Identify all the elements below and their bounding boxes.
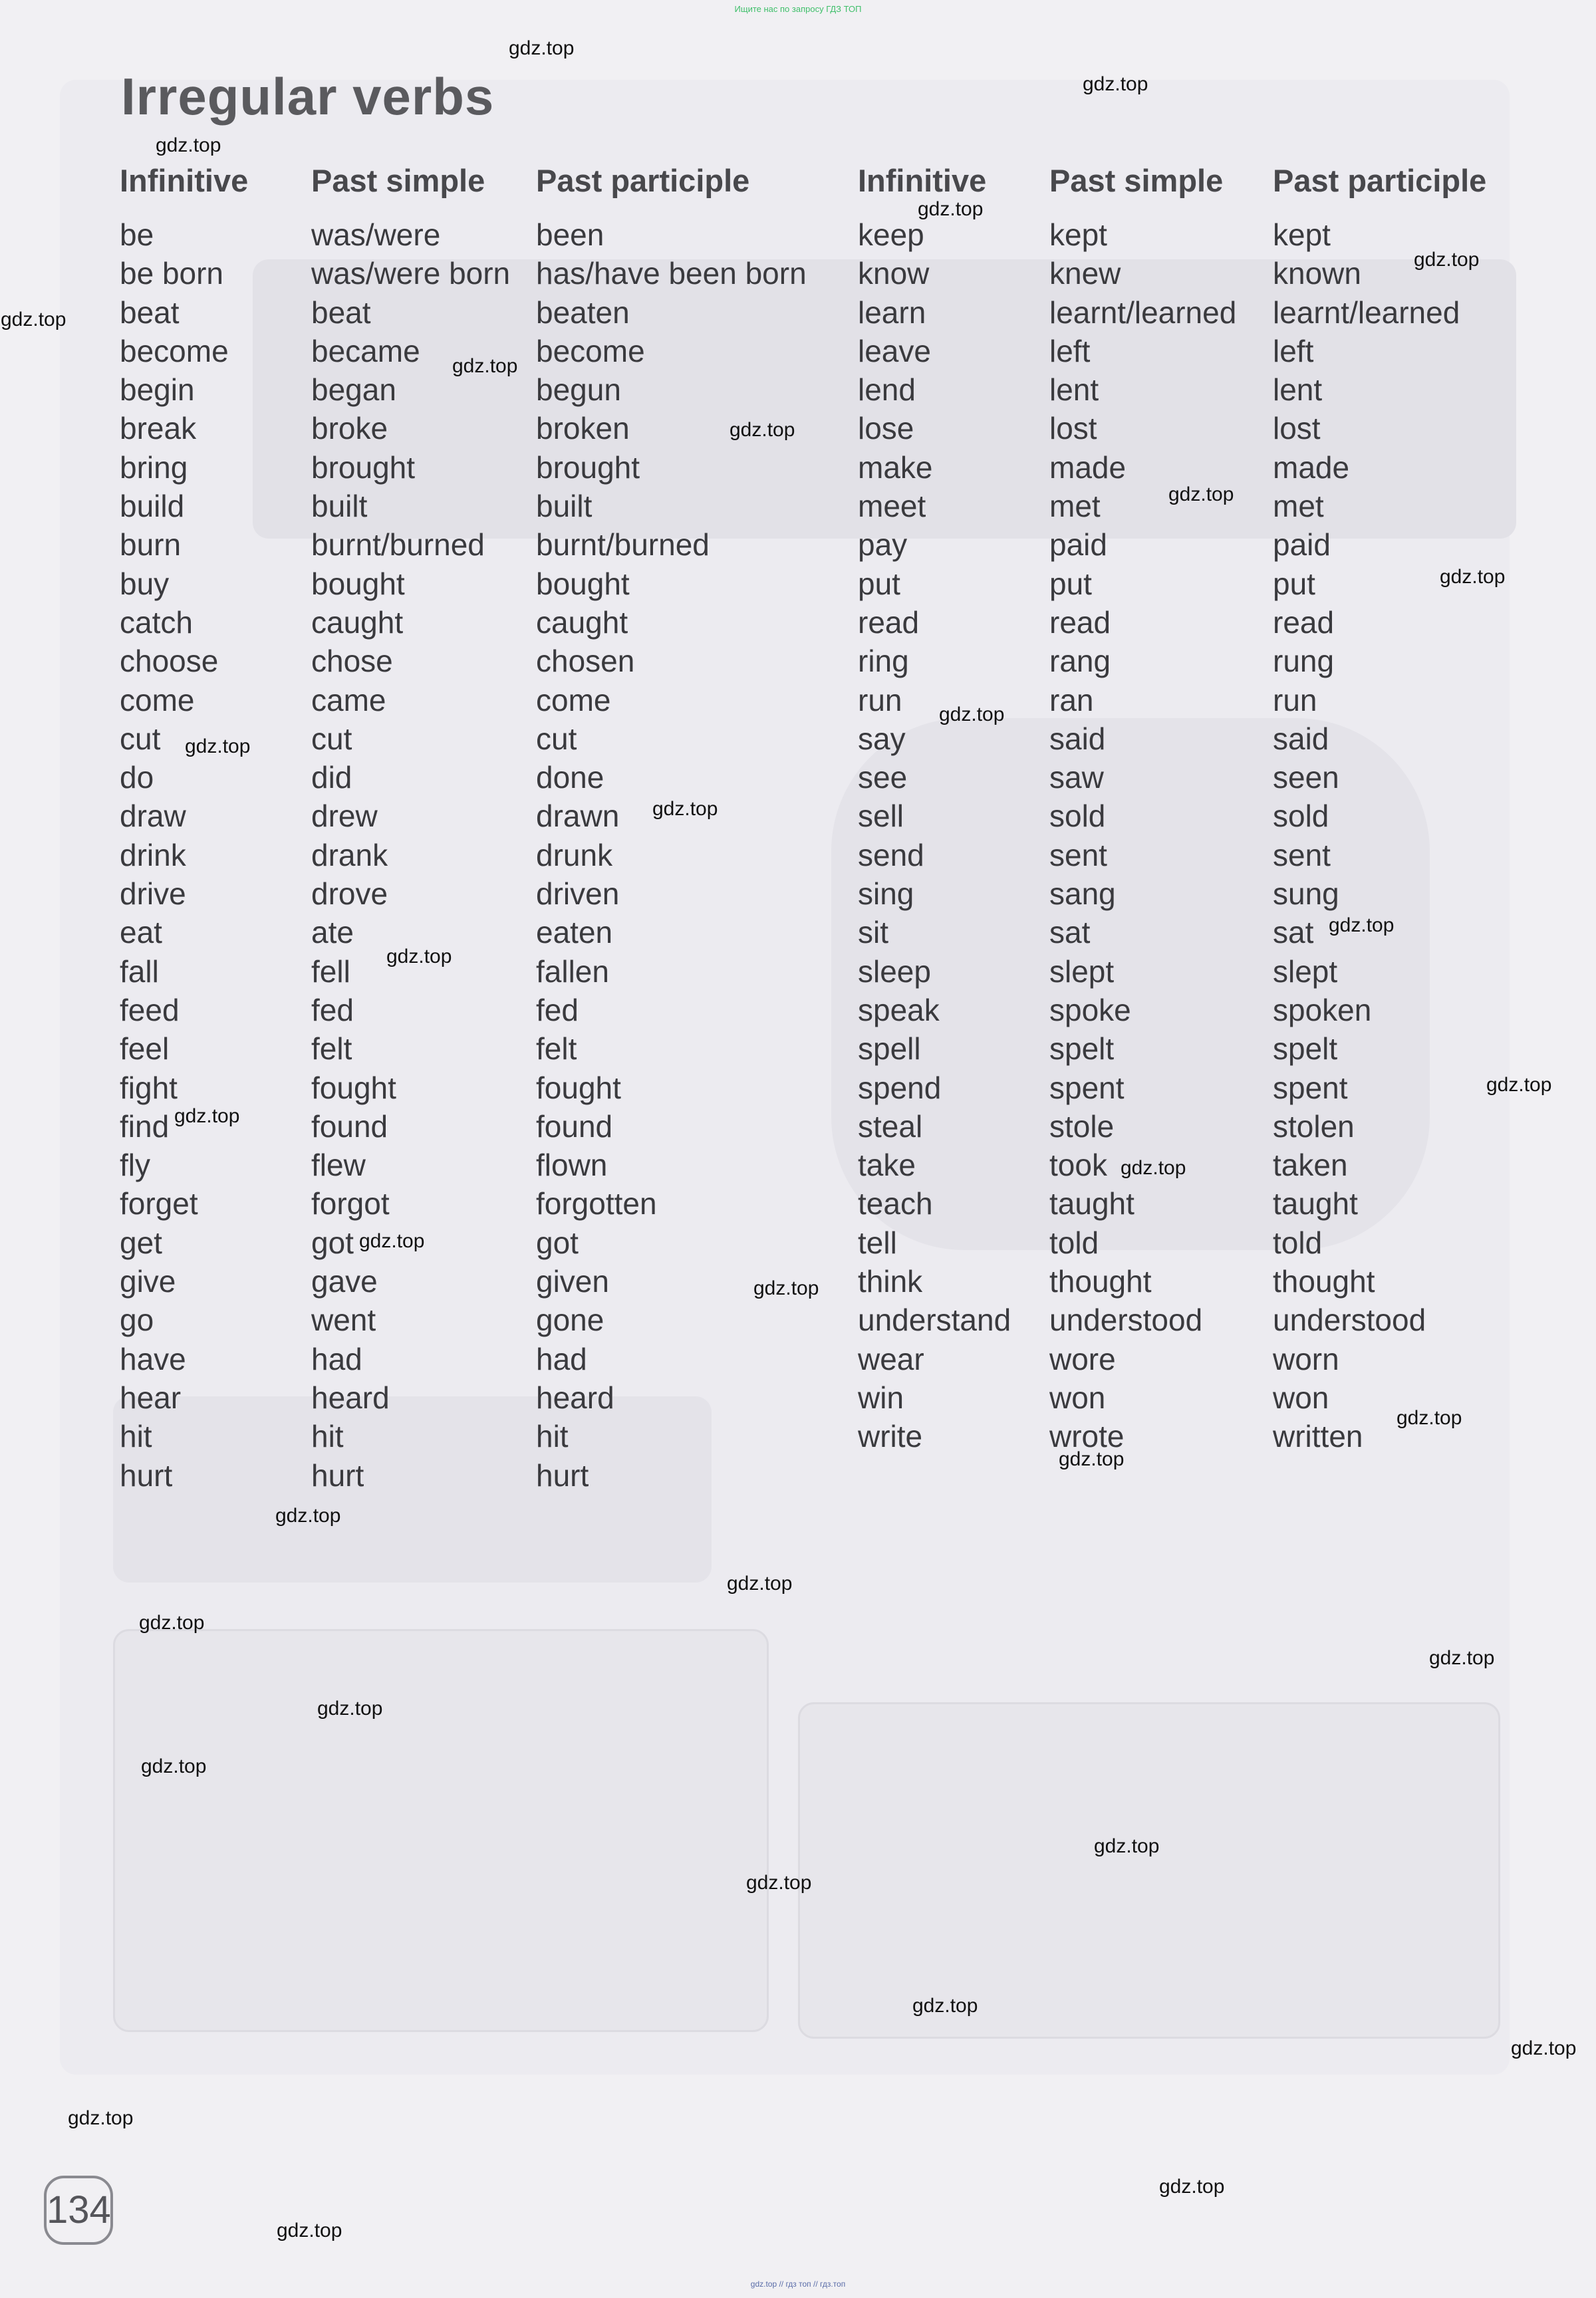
- verb-row: [858, 759, 1556, 798]
- past-participle-cell: felt: [536, 1031, 577, 1067]
- watermark-link[interactable]: gdz.top: [652, 798, 718, 820]
- past-participle-cell: fought: [536, 1070, 621, 1105]
- past-participle-cell: fallen: [536, 954, 609, 989]
- verb-row: [120, 295, 851, 333]
- watermark-link[interactable]: gdz.top: [386, 946, 452, 967]
- verb-row: [120, 759, 851, 798]
- past-simple-cell: took: [1049, 1148, 1107, 1183]
- past-simple-cell: burnt/burned: [311, 527, 485, 563]
- past-simple-cell: heard: [311, 1380, 390, 1415]
- infinitive-cell: steal: [858, 1108, 923, 1144]
- past-simple-cell: hit: [311, 1419, 344, 1454]
- verb-row: [120, 1458, 851, 1496]
- watermark-link[interactable]: gdz.top: [1414, 249, 1480, 271]
- watermark-link[interactable]: gdz.top: [1511, 2037, 1577, 2059]
- watermark-link[interactable]: gdz.top: [1486, 1074, 1552, 1096]
- past-simple-cell: read: [1049, 604, 1111, 640]
- page-title: Irregular verbs: [121, 67, 495, 126]
- watermark-link[interactable]: gdz.top: [939, 703, 1005, 725]
- infinitive-cell: say: [858, 721, 906, 756]
- background-ghost-box: [798, 1702, 1500, 2039]
- past-simple-cell: paid: [1049, 527, 1107, 563]
- past-simple-cell: flew: [311, 1148, 366, 1183]
- past-simple-cell: fought: [311, 1070, 396, 1105]
- verb-row: [858, 449, 1556, 488]
- past-simple-cell: lent: [1049, 372, 1099, 408]
- past-participle-cell: driven: [536, 876, 620, 912]
- past-participle-cell: thought: [1273, 1264, 1375, 1299]
- verb-row: [120, 1070, 851, 1108]
- infinitive-cell: make: [858, 449, 933, 485]
- verb-row: [858, 527, 1556, 565]
- watermark-link[interactable]: gdz.top: [1168, 483, 1234, 505]
- infinitive-cell: give: [120, 1264, 176, 1299]
- watermark-link[interactable]: gdz.top: [317, 1698, 383, 1720]
- infinitive-cell: spend: [858, 1070, 942, 1105]
- past-participle-cell: been: [536, 217, 604, 252]
- verb-row: [858, 1031, 1556, 1069]
- infinitive-cell: drink: [120, 837, 186, 872]
- past-participle-cell: written: [1273, 1419, 1363, 1454]
- infinitive-cell: get: [120, 1225, 162, 1260]
- past-simple-cell: taught: [1049, 1186, 1134, 1221]
- past-participle-cell: stolen: [1273, 1108, 1355, 1144]
- watermark-link[interactable]: gdz.top: [1429, 1647, 1495, 1669]
- infinitive-cell: tell: [858, 1225, 897, 1260]
- past-participle-cell: read: [1273, 604, 1335, 640]
- watermark-link[interactable]: gdz.top: [1121, 1157, 1186, 1179]
- verb-row: [120, 527, 851, 565]
- watermark-link[interactable]: gdz.top: [452, 355, 518, 377]
- verb-row: [858, 1263, 1556, 1302]
- infinitive-cell: burn: [120, 527, 182, 563]
- past-participle-cell: heard: [536, 1380, 614, 1415]
- infinitive-cell: leave: [858, 333, 931, 368]
- infinitive-cell: sell: [858, 799, 904, 834]
- verb-row: [120, 255, 851, 294]
- verb-row: [858, 914, 1556, 953]
- past-participle-cell: got: [536, 1225, 579, 1260]
- infinitive-cell: teach: [858, 1186, 933, 1221]
- infinitive-cell: send: [858, 837, 924, 872]
- infinitive-cell: fall: [120, 954, 159, 989]
- past-participle-cell: cut: [536, 721, 577, 756]
- watermark-link[interactable]: gdz.top: [277, 2220, 342, 2241]
- past-participle-cell: sung: [1273, 876, 1339, 912]
- watermark-link[interactable]: gdz.top: [275, 1505, 341, 1527]
- infinitive-cell: think: [858, 1264, 923, 1299]
- past-participle-cell: spoken: [1273, 992, 1372, 1027]
- past-participle-cell: paid: [1273, 527, 1331, 563]
- verb-row: [858, 643, 1556, 682]
- past-simple-cell: had: [311, 1341, 362, 1376]
- verb-row: [858, 1186, 1556, 1224]
- past-simple-cell: drank: [311, 837, 388, 872]
- watermark-link[interactable]: gdz.top: [359, 1230, 425, 1252]
- infinitive-cell: spell: [858, 1031, 921, 1067]
- past-simple-cell: came: [311, 682, 386, 717]
- verb-row: [858, 1341, 1556, 1380]
- watermark-link[interactable]: gdz.top: [1, 309, 66, 330]
- past-simple-cell: began: [311, 372, 396, 408]
- infinitive-cell: read: [858, 604, 920, 640]
- verb-row: [120, 1302, 851, 1340]
- past-participle-cell: slept: [1273, 954, 1338, 989]
- watermark-link[interactable]: gdz.top: [1329, 914, 1395, 936]
- past-simple-cell: left: [1049, 333, 1091, 368]
- infinitive-cell: catch: [120, 604, 193, 640]
- past-simple-cell: fed: [311, 992, 354, 1027]
- verb-row: [858, 295, 1556, 333]
- past-participle-cell: met: [1273, 489, 1324, 524]
- past-participle-cell: built: [536, 489, 593, 524]
- past-participle-cell: hurt: [536, 1458, 589, 1493]
- header-infinitive: Infinitive: [120, 163, 249, 198]
- verb-row: [120, 1147, 851, 1186]
- verb-row: [858, 333, 1556, 372]
- infinitive-cell: become: [120, 333, 229, 368]
- watermark-link[interactable]: gdz.top: [1396, 1407, 1462, 1429]
- header-infinitive: Infinitive: [858, 163, 987, 198]
- infinitive-cell: fight: [120, 1070, 178, 1105]
- header-past-simple: Past simple: [1049, 163, 1224, 198]
- past-simple-cell: chose: [311, 644, 393, 679]
- watermark-link[interactable]: gdz.top: [1083, 73, 1148, 95]
- past-participle-cell: sent: [1273, 837, 1331, 872]
- past-simple-cell: stole: [1049, 1108, 1115, 1144]
- infinitive-cell: drive: [120, 876, 186, 912]
- infinitive-cell: write: [858, 1419, 923, 1454]
- past-participle-cell: drunk: [536, 837, 613, 872]
- past-simple-cell: understood: [1049, 1303, 1203, 1338]
- infinitive-cell: cut: [120, 721, 161, 756]
- page-number: 134: [44, 2176, 113, 2245]
- past-simple-cell: brought: [311, 449, 416, 485]
- watermark-link[interactable]: gdz.top: [1059, 1448, 1125, 1470]
- past-participle-cell: broken: [536, 411, 630, 446]
- past-simple-cell: ate: [311, 915, 354, 950]
- verb-row: [120, 837, 851, 876]
- infinitive-cell: be: [120, 217, 154, 252]
- past-simple-cell: drew: [311, 799, 378, 834]
- past-simple-cell: fell: [311, 954, 350, 989]
- infinitive-cell: do: [120, 760, 154, 795]
- background-ghost-box: [113, 1629, 769, 2032]
- verb-row: [120, 954, 851, 992]
- verb-row: [858, 954, 1556, 992]
- infinitive-cell: choose: [120, 644, 219, 679]
- infinitive-cell: sing: [858, 876, 914, 912]
- watermark-link[interactable]: gdz.top: [1159, 2176, 1225, 2198]
- past-participle-cell: understood: [1273, 1303, 1426, 1338]
- past-simple-cell: knew: [1049, 256, 1121, 291]
- watermark-link[interactable]: gdz.top: [68, 2107, 134, 2129]
- verb-row: [120, 992, 851, 1031]
- past-participle-cell: caught: [536, 604, 628, 640]
- past-simple-cell: sang: [1049, 876, 1116, 912]
- verb-row: [120, 1380, 851, 1418]
- past-participle-cell: taken: [1273, 1148, 1348, 1183]
- infinitive-cell: find: [120, 1108, 170, 1144]
- past-participle-cell: flown: [536, 1148, 608, 1183]
- verb-row: [858, 992, 1556, 1031]
- past-simple-cell: broke: [311, 411, 388, 446]
- verb-row: [858, 410, 1556, 449]
- infinitive-cell: feel: [120, 1031, 170, 1067]
- infinitive-cell: pay: [858, 527, 908, 563]
- verb-row: [120, 488, 851, 527]
- verb-row: [120, 643, 851, 682]
- infinitive-cell: feed: [120, 992, 180, 1027]
- past-participle-cell: has/have been born: [536, 256, 807, 291]
- past-simple-cell: sat: [1049, 915, 1091, 950]
- past-simple-cell: spelt: [1049, 1031, 1115, 1067]
- past-simple-cell: became: [311, 333, 420, 368]
- past-participle-cell: begun: [536, 372, 621, 408]
- past-participle-cell: lent: [1273, 372, 1323, 408]
- past-participle-cell: drawn: [536, 799, 620, 834]
- past-simple-cell: lost: [1049, 411, 1097, 446]
- past-participle-cell: gone: [536, 1303, 604, 1338]
- past-participle-cell: worn: [1273, 1341, 1339, 1376]
- past-participle-cell: sat: [1273, 915, 1314, 950]
- watermark-link[interactable]: gdz.top: [139, 1612, 205, 1634]
- past-participle-cell: eaten: [536, 915, 613, 950]
- watermark-link[interactable]: gdz.top: [1440, 566, 1506, 588]
- infinitive-cell: lend: [858, 372, 916, 408]
- past-simple-cell: spent: [1049, 1070, 1125, 1105]
- past-participle-cell: won: [1273, 1380, 1329, 1415]
- past-simple-cell: drove: [311, 876, 388, 912]
- verb-row: [858, 1225, 1556, 1263]
- past-participle-cell: become: [536, 333, 645, 368]
- past-participle-cell: told: [1273, 1225, 1323, 1260]
- past-participle-cell: forgotten: [536, 1186, 657, 1221]
- infinitive-cell: put: [858, 566, 900, 601]
- past-simple-cell: said: [1049, 721, 1106, 756]
- verb-row: [120, 1225, 851, 1263]
- past-simple-cell: made: [1049, 449, 1127, 485]
- verb-row: [120, 1186, 851, 1224]
- past-simple-cell: was/were born: [311, 256, 511, 291]
- past-participle-cell: learnt/learned: [1273, 295, 1460, 330]
- right-verb-table: [858, 217, 1556, 1458]
- infinitive-cell: wear: [858, 1341, 924, 1376]
- past-participle-cell: given: [536, 1264, 609, 1299]
- past-participle-cell: sold: [1273, 799, 1329, 834]
- verb-row: [858, 1302, 1556, 1340]
- verb-row: [858, 1108, 1556, 1147]
- infinitive-cell: have: [120, 1341, 186, 1376]
- past-participle-cell: put: [1273, 566, 1315, 601]
- verb-row: [120, 1341, 851, 1380]
- past-participle-cell: made: [1273, 449, 1350, 485]
- past-simple-cell: was/were: [311, 217, 441, 252]
- infinitive-cell: begin: [120, 372, 195, 408]
- infinitive-cell: lose: [858, 411, 914, 446]
- past-simple-cell: felt: [311, 1031, 352, 1067]
- infinitive-cell: be born: [120, 256, 224, 291]
- bottom-banner[interactable]: gdz.top // гдз топ // гдз.топ: [750, 2279, 846, 2289]
- verb-row: [120, 217, 851, 255]
- verb-row: [120, 1263, 851, 1302]
- verb-row: [858, 837, 1556, 876]
- past-simple-cell: won: [1049, 1380, 1106, 1415]
- infinitive-cell: go: [120, 1303, 154, 1338]
- past-simple-cell: beat: [311, 295, 371, 330]
- past-participle-cell: done: [536, 760, 604, 795]
- past-participle-cell: run: [1273, 682, 1317, 717]
- header-past-participle: Past participle: [1273, 163, 1487, 198]
- past-simple-cell: sold: [1049, 799, 1106, 834]
- verb-row: [858, 1070, 1556, 1108]
- watermark-link[interactable]: gdz.top: [746, 1872, 812, 1894]
- infinitive-cell: draw: [120, 799, 186, 834]
- header-past-simple: Past simple: [311, 163, 485, 198]
- verb-row: [858, 372, 1556, 410]
- infinitive-cell: keep: [858, 217, 924, 252]
- verb-row: [858, 876, 1556, 914]
- past-participle-cell: bought: [536, 566, 630, 601]
- infinitive-cell: speak: [858, 992, 940, 1027]
- past-simple-cell: forgot: [311, 1186, 390, 1221]
- watermark-link[interactable]: gdz.top: [1094, 1835, 1160, 1857]
- past-simple-cell: kept: [1049, 217, 1107, 252]
- watermark-link[interactable]: gdz.top: [727, 1573, 793, 1595]
- past-simple-cell: slept: [1049, 954, 1115, 989]
- past-participle-cell: come: [536, 682, 611, 717]
- past-simple-cell: caught: [311, 604, 404, 640]
- watermark-link[interactable]: gdz.top: [509, 37, 575, 59]
- past-simple-cell: saw: [1049, 760, 1104, 795]
- past-participle-cell: rung: [1273, 644, 1335, 679]
- watermark-link[interactable]: gdz.top: [156, 134, 221, 156]
- infinitive-cell: ring: [858, 644, 909, 679]
- infinitive-cell: hit: [120, 1419, 152, 1454]
- past-participle-cell: burnt/burned: [536, 527, 710, 563]
- past-simple-cell: found: [311, 1108, 388, 1144]
- past-simple-cell: hurt: [311, 1458, 364, 1493]
- verb-row: [120, 1031, 851, 1069]
- past-participle-cell: chosen: [536, 644, 635, 679]
- verb-row: [120, 914, 851, 953]
- verb-row: [120, 566, 851, 604]
- watermark-link[interactable]: gdz.top: [730, 419, 795, 441]
- past-simple-cell: got: [311, 1225, 354, 1260]
- infinitive-cell: hear: [120, 1380, 182, 1415]
- infinitive-cell: hurt: [120, 1458, 173, 1493]
- past-simple-cell: ran: [1049, 682, 1094, 717]
- past-participle-cell: said: [1273, 721, 1329, 756]
- past-participle-cell: known: [1273, 256, 1361, 291]
- past-simple-cell: wore: [1049, 1341, 1116, 1376]
- past-participle-cell: kept: [1273, 217, 1331, 252]
- watermark-link[interactable]: gdz.top: [174, 1105, 240, 1127]
- infinitive-cell: sit: [858, 915, 888, 950]
- past-simple-cell: did: [311, 760, 352, 795]
- verb-row: [858, 1147, 1556, 1186]
- past-participle-cell: taught: [1273, 1186, 1358, 1221]
- infinitive-cell: know: [858, 256, 930, 291]
- past-participle-cell: hit: [536, 1419, 569, 1454]
- infinitive-cell: come: [120, 682, 195, 717]
- watermark-link[interactable]: gdz.top: [141, 1755, 207, 1777]
- past-participle-cell: brought: [536, 449, 640, 485]
- infinitive-cell: meet: [858, 489, 926, 524]
- top-banner[interactable]: Ищите нас по запросу ГДЗ ТОП: [734, 4, 862, 14]
- past-simple-cell: wrote: [1049, 1419, 1125, 1454]
- infinitive-cell: beat: [120, 295, 180, 330]
- past-simple-cell: gave: [311, 1264, 378, 1299]
- infinitive-cell: eat: [120, 915, 162, 950]
- verb-row: [120, 682, 851, 721]
- watermark-link[interactable]: gdz.top: [912, 1995, 978, 2017]
- verb-row: [858, 798, 1556, 836]
- past-simple-cell: bought: [311, 566, 405, 601]
- verb-row: [120, 876, 851, 914]
- past-participle-cell: lost: [1273, 411, 1321, 446]
- past-simple-cell: put: [1049, 566, 1092, 601]
- verb-row: [120, 1418, 851, 1457]
- infinitive-cell: forget: [120, 1186, 198, 1221]
- past-participle-cell: spent: [1273, 1070, 1348, 1105]
- past-participle-cell: had: [536, 1341, 587, 1376]
- verb-row: [120, 604, 851, 643]
- left-verb-table: [120, 217, 851, 1496]
- past-simple-cell: sent: [1049, 837, 1107, 872]
- infinitive-cell: break: [120, 411, 197, 446]
- infinitive-cell: win: [858, 1380, 904, 1415]
- past-simple-cell: learnt/learned: [1049, 295, 1237, 330]
- past-simple-cell: spoke: [1049, 992, 1131, 1027]
- past-simple-cell: went: [311, 1303, 376, 1338]
- verb-row: [120, 798, 851, 836]
- past-participle-cell: seen: [1273, 760, 1339, 795]
- header-past-participle: Past participle: [536, 163, 750, 198]
- infinitive-cell: sleep: [858, 954, 931, 989]
- past-simple-cell: met: [1049, 489, 1101, 524]
- infinitive-cell: bring: [120, 449, 188, 485]
- past-simple-cell: told: [1049, 1225, 1099, 1260]
- verb-row: [858, 604, 1556, 643]
- verb-row: [858, 721, 1556, 759]
- infinitive-cell: see: [858, 760, 908, 795]
- infinitive-cell: run: [858, 682, 902, 717]
- past-simple-cell: rang: [1049, 644, 1111, 679]
- past-participle-cell: fed: [536, 992, 579, 1027]
- infinitive-cell: understand: [858, 1303, 1011, 1338]
- infinitive-cell: buy: [120, 566, 170, 601]
- infinitive-cell: fly: [120, 1148, 150, 1183]
- past-participle-cell: found: [536, 1108, 613, 1144]
- infinitive-cell: take: [858, 1148, 916, 1183]
- past-participle-cell: left: [1273, 333, 1314, 368]
- verb-row: [120, 449, 851, 488]
- past-participle-cell: beaten: [536, 295, 630, 330]
- infinitive-cell: build: [120, 489, 185, 524]
- infinitive-cell: learn: [858, 295, 926, 330]
- watermark-link[interactable]: gdz.top: [753, 1277, 819, 1299]
- past-simple-cell: cut: [311, 721, 352, 756]
- past-simple-cell: built: [311, 489, 368, 524]
- watermark-link[interactable]: gdz.top: [918, 198, 984, 220]
- watermark-link[interactable]: gdz.top: [185, 735, 251, 757]
- past-simple-cell: thought: [1049, 1264, 1152, 1299]
- past-participle-cell: spelt: [1273, 1031, 1338, 1067]
